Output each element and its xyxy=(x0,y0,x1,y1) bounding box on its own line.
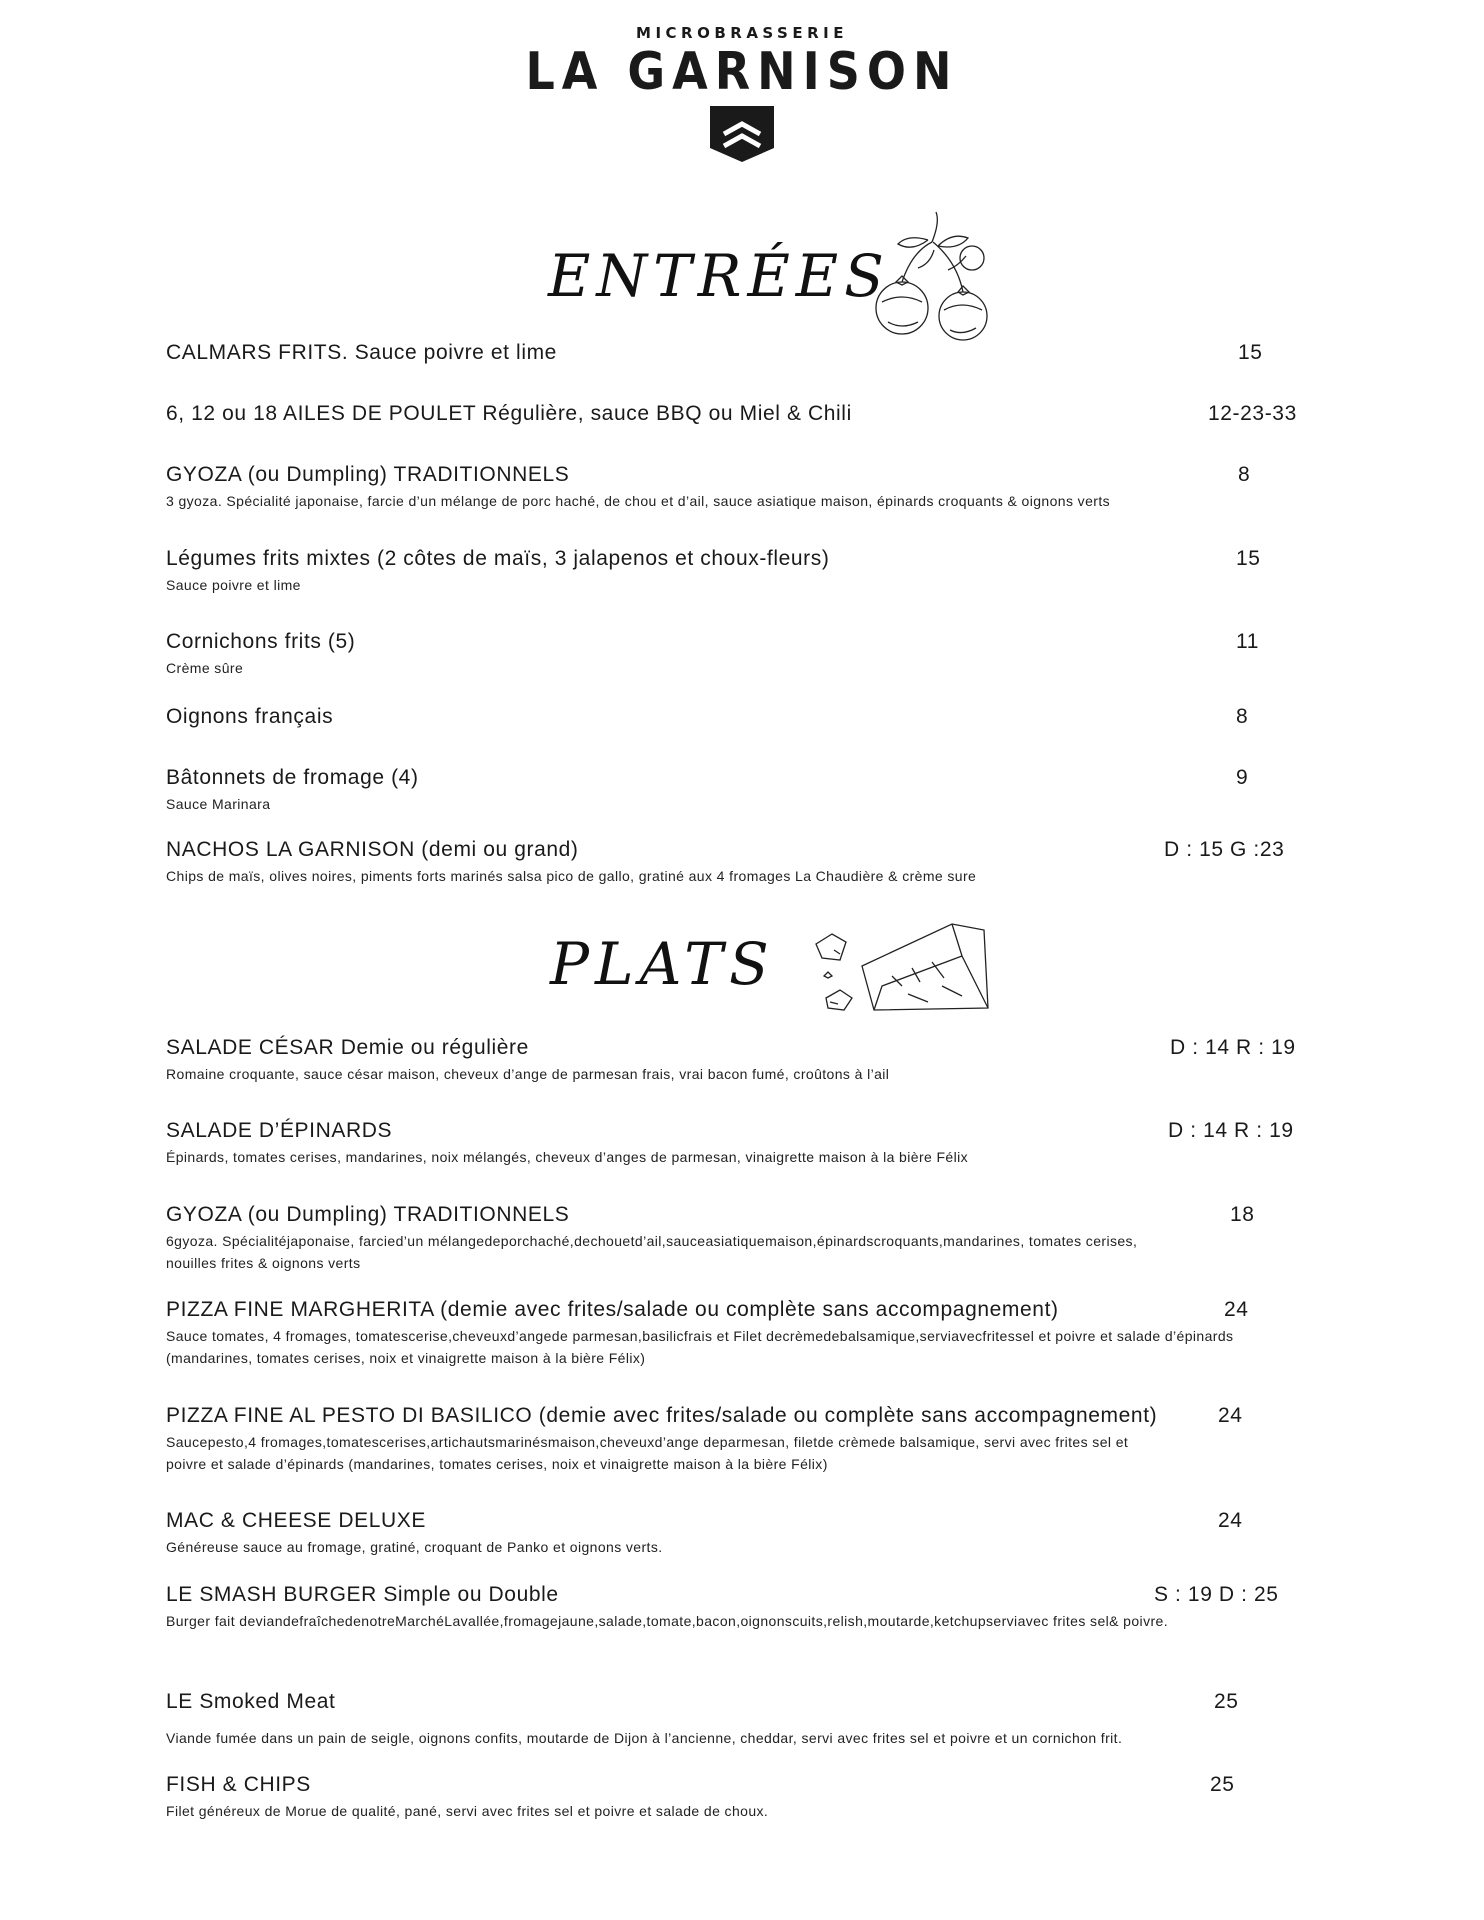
menu-item-pizza-pesto xyxy=(166,1403,1166,1475)
menu-item-mac-cheese xyxy=(166,1508,1326,1558)
menu-item-salade-cesar xyxy=(166,1035,1326,1085)
item-price: 8 xyxy=(1238,463,1251,486)
item-name: CALMARS FRITS. Sauce poivre et lime xyxy=(166,341,557,364)
menu-item-ailes-poulet xyxy=(166,401,1326,427)
menu-item-legumes-frits xyxy=(166,546,1326,596)
item-description: 3 gyoza. Spécialité japonaise, farcie d’un mélange de porc haché, de chou et d’ail, sauce asiatique maison, épinards croquants & oignons verts xyxy=(166,493,1111,509)
item-description: Filet généreux de Morue de qualité, pané, servi avec frites sel et poivre et salade de choux. xyxy=(166,1803,769,1819)
item-description: Crème sûre xyxy=(166,660,244,676)
item-description: Burger fait deviandefraîchedenotreMarchéLavallée,fromagejaune,salade,tomate,bacon,oignonscuits,relish,moutarde,ketchupserviavec frites sel& poivre. xyxy=(166,1613,1169,1629)
menu-item-gyoza-plat xyxy=(166,1202,1166,1274)
menu-item-smoked-meat xyxy=(166,1689,1326,1749)
item-name: SALADE D’ÉPINARDS xyxy=(166,1119,393,1142)
item-description: Généreuse sauce au fromage, gratiné, croquant de Panko et oignons verts. xyxy=(166,1539,663,1555)
item-price: 12-23-33 xyxy=(1208,402,1297,425)
item-price: 24 xyxy=(1218,1404,1243,1427)
chevron-badge-icon xyxy=(708,104,776,164)
item-name: GYOZA (ou Dumpling) TRADITIONNELS xyxy=(166,1203,570,1226)
item-name: LE SMASH BURGER Simple ou Double xyxy=(166,1583,559,1606)
item-name: Légumes frits mixtes (2 côtes de maïs, 3 jalapenos et choux-fleurs) xyxy=(166,547,830,570)
tomato-sketch-icon xyxy=(868,210,998,346)
item-description: Sauce poivre et lime xyxy=(166,577,301,593)
brand-subtitle: MICROBRASSERIE xyxy=(636,24,848,42)
menu-item-batonnets xyxy=(166,765,1326,815)
menu-item-cornichons xyxy=(166,629,1326,679)
item-price: 25 xyxy=(1214,1690,1239,1713)
item-description: 6gyoza. Spécialitéjaponaise, farcied’un mélangedeporchaché,dechouetd’ail,sauceasiatiquemaison,épinardscroquants,mandarines, tomates cerises, nouilles frites & oignons verts xyxy=(166,1233,1138,1271)
item-name: GYOZA (ou Dumpling) TRADITIONNELS xyxy=(166,463,570,486)
item-name: FISH & CHIPS xyxy=(166,1773,311,1796)
item-price: 11 xyxy=(1236,630,1259,653)
item-price: 18 xyxy=(1230,1203,1255,1226)
item-price: D : 15 G :23 xyxy=(1164,838,1285,861)
menu-item-pizza-margherita xyxy=(166,1297,1246,1369)
item-price: D : 14 R : 19 xyxy=(1170,1036,1296,1059)
item-name: PIZZA FINE MARGHERITA (demie avec frites/salade ou complète sans accompagnement) xyxy=(166,1298,1059,1321)
item-name: Oignons français xyxy=(166,705,334,728)
menu-item-salade-epinards xyxy=(166,1118,1326,1168)
item-name: Cornichons frits (5) xyxy=(166,630,356,653)
brand-name: LA GARNISON xyxy=(525,40,959,102)
item-description: Romaine croquante, sauce césar maison, cheveux d’ange de parmesan frais, vrai bacon fumé, croûtons à l’ail xyxy=(166,1066,890,1082)
item-price: 15 xyxy=(1238,341,1263,364)
section-title-entrees: ENTRÉES xyxy=(548,242,890,310)
cheese-wedge-sketch-icon xyxy=(812,916,992,1016)
menu-item-oignons xyxy=(166,704,1326,730)
menu-item-gyoza-entree xyxy=(166,462,1326,512)
item-name: NACHOS LA GARNISON (demi ou grand) xyxy=(166,838,579,861)
item-price: 15 xyxy=(1236,547,1261,570)
item-price: 9 xyxy=(1236,766,1249,789)
item-price: 24 xyxy=(1218,1509,1243,1532)
item-price: D : 14 R : 19 xyxy=(1168,1119,1294,1142)
item-name: 6, 12 ou 18 AILES DE POULET Régulière, sauce BBQ ou Miel & Chili xyxy=(166,402,852,425)
item-description: Sauce Marinara xyxy=(166,796,271,812)
item-name: LE Smoked Meat xyxy=(166,1690,336,1713)
item-price: S : 19 D : 25 xyxy=(1154,1583,1279,1606)
item-description: Viande fumée dans un pain de seigle, oignons confits, moutarde de Dijon à l’ancienne, cheddar, servi avec frites sel et poivre et un cornichon frit. xyxy=(166,1730,1123,1746)
item-name: Bâtonnets de fromage (4) xyxy=(166,766,419,789)
menu-item-smash-burger xyxy=(166,1582,1206,1632)
item-price: 25 xyxy=(1210,1773,1235,1796)
item-name: PIZZA FINE AL PESTO DI BASILICO (demie avec frites/salade ou complète sans accompagnement) xyxy=(166,1404,1158,1427)
menu-item-calmars xyxy=(166,340,1326,366)
item-name: SALADE CÉSAR Demie ou régulière xyxy=(166,1036,529,1059)
item-price: 24 xyxy=(1224,1298,1249,1321)
item-description: Épinards, tomates cerises, mandarines, noix mélangés, cheveux d’anges de parmesan, vinaigrette maison à la bière Félix xyxy=(166,1149,969,1165)
item-name: MAC & CHEESE DELUXE xyxy=(166,1509,426,1532)
item-description: Chips de maïs, olives noires, piments forts marinés salsa pico de gallo, gratiné aux 4 fromages La Chaudière & crème sure xyxy=(166,868,977,884)
section-title-plats: PLATS xyxy=(550,930,775,998)
menu-item-nachos xyxy=(166,837,1326,887)
item-price: 8 xyxy=(1236,705,1249,728)
item-description: Saucepesto,4 fromages,tomatescerises,artichautsmarinésmaison,cheveuxd’ange deparmesan, filetde crèmede balsamique, servi avec frites sel et poivre et salade d’épinards (mandarines, tomates cerises, noix et vinaigrette maison à la bière Félix) xyxy=(166,1434,1129,1472)
menu-item-fish-chips xyxy=(166,1772,1326,1822)
item-description: Sauce tomates, 4 fromages, tomatescerise,cheveuxd’angede parmesan,basilicfrais et Filet decrèmedebalsamique,serviavecfritessel et poivre et salade d’épinards (mandarines, tomates cerises, noix et vinaigrette maison à la bière Félix) xyxy=(166,1328,1234,1366)
